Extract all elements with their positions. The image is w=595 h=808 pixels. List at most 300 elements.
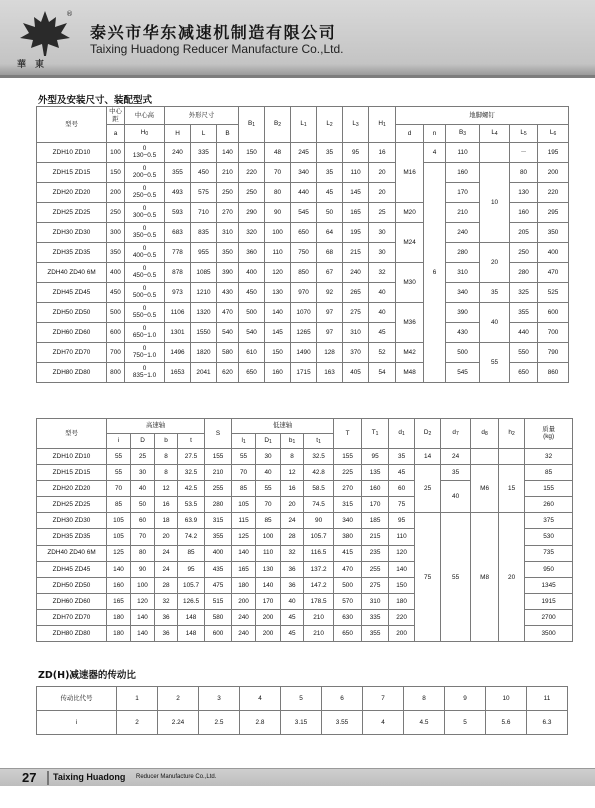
cell-L6: 790 bbox=[538, 343, 569, 363]
footer-divider bbox=[47, 771, 49, 785]
cell-model: ZDH70 ZD70 bbox=[37, 343, 107, 363]
col-L5: $L_5$ bbox=[510, 125, 538, 143]
col-d8: $d_8$ bbox=[471, 419, 499, 449]
ratio-value-row bbox=[37, 711, 568, 735]
cell-b: 24 bbox=[155, 561, 178, 577]
ratio-value-cell: 3.15 bbox=[281, 711, 322, 735]
cell-L2: 50 bbox=[317, 203, 343, 223]
cell-i: 105 bbox=[107, 529, 131, 545]
cell-b: 20 bbox=[155, 529, 178, 545]
cell-D: 25 bbox=[131, 449, 155, 465]
col-H0: $H_0$ bbox=[125, 125, 165, 143]
cell-L4: 35 bbox=[480, 283, 510, 303]
cell-L: 1210 bbox=[191, 283, 217, 303]
cell-b1: 24 bbox=[281, 513, 304, 529]
ratio-value-cell: 3.55 bbox=[322, 711, 363, 735]
cell-t1: 58.5 bbox=[304, 481, 334, 497]
cell-mass: 260 bbox=[525, 497, 573, 513]
cell-H: 1653 bbox=[165, 363, 191, 383]
cell-B1: 150 bbox=[239, 143, 265, 163]
cell-b1: 16 bbox=[281, 481, 304, 497]
page-footer bbox=[0, 768, 595, 786]
cell-L5: 325 bbox=[510, 283, 538, 303]
cell-H0-value: 450−0.5 bbox=[132, 271, 157, 279]
cell-t: 105.7 bbox=[178, 577, 205, 593]
ratio-code-row bbox=[37, 687, 568, 711]
cell-L6: 195 bbox=[538, 143, 569, 163]
cell-d: M16 bbox=[396, 143, 424, 203]
cell-B1: 290 bbox=[239, 203, 265, 223]
cell-L1: 1490 bbox=[291, 343, 317, 363]
cell-H1: 32 bbox=[369, 263, 396, 283]
cell-b: 8 bbox=[155, 465, 178, 481]
col-center-distance: 中心距 bbox=[107, 107, 125, 125]
dimensions-table-body bbox=[37, 143, 569, 383]
cell-model: ZDH35 ZD35 bbox=[37, 243, 107, 263]
cell-D1: 200 bbox=[256, 626, 281, 642]
cell-l1: 180 bbox=[232, 577, 256, 593]
cell-H0-upper: 0 bbox=[142, 244, 147, 252]
cell-b1: 8 bbox=[281, 449, 304, 465]
cell-L3: 370 bbox=[343, 343, 369, 363]
cell-m: ZDH50 ZD50 bbox=[37, 577, 107, 593]
cell-d8: M6 bbox=[471, 465, 499, 513]
cell-b: 24 bbox=[155, 545, 178, 561]
col-B2: $B_2$ bbox=[265, 107, 291, 143]
col-b: b bbox=[155, 434, 178, 449]
cell-L5: 160 bbox=[510, 203, 538, 223]
cell-mass: 32 bbox=[525, 449, 573, 465]
ratio-value-cell: 2.8 bbox=[240, 711, 281, 735]
cell-T1: 255 bbox=[362, 561, 389, 577]
cell-L1: 750 bbox=[291, 243, 317, 263]
cell-H: 778 bbox=[165, 243, 191, 263]
cell-i: 85 bbox=[107, 497, 131, 513]
cell-H0 bbox=[125, 363, 165, 383]
cell-t: 85 bbox=[178, 545, 205, 561]
cell-D2: 14 bbox=[415, 449, 441, 465]
cell-H0 bbox=[125, 283, 165, 303]
cell-D: 100 bbox=[131, 577, 155, 593]
cell-l1: 240 bbox=[232, 609, 256, 625]
cell-H: 1496 bbox=[165, 343, 191, 363]
cell-H1: 20 bbox=[369, 163, 396, 183]
cell-H0-value: 835−1.0 bbox=[132, 371, 157, 379]
cell-model: ZDH25 ZD25 bbox=[37, 203, 107, 223]
cell-b1: 32 bbox=[281, 545, 304, 561]
cell-H1: 40 bbox=[369, 283, 396, 303]
cell-L2: 97 bbox=[317, 303, 343, 323]
cell-B1: 400 bbox=[239, 263, 265, 283]
cell-B1: 450 bbox=[239, 283, 265, 303]
cell-T: 270 bbox=[334, 481, 362, 497]
cell-L1: 440 bbox=[291, 183, 317, 203]
cell-L5: 440 bbox=[510, 323, 538, 343]
cell-L: 1550 bbox=[191, 323, 217, 343]
cell-L6: 295 bbox=[538, 203, 569, 223]
cell-m: ZDH40 ZD40 6M bbox=[37, 545, 107, 561]
cell-model: ZDH20 ZD20 bbox=[37, 183, 107, 203]
cell-L6: 600 bbox=[538, 303, 569, 323]
cell-B2: 120 bbox=[265, 263, 291, 283]
cell-B: 140 bbox=[217, 143, 239, 163]
cell-d1: 200 bbox=[389, 626, 415, 642]
registered-mark: ® bbox=[66, 10, 73, 18]
col-t: t bbox=[178, 434, 205, 449]
cell-L1: 650 bbox=[291, 223, 317, 243]
cell-S: 580 bbox=[205, 609, 232, 625]
logo-characters: 華東 bbox=[17, 60, 54, 70]
cell-H0-upper: 0 bbox=[142, 144, 147, 152]
cell-d: M42 bbox=[396, 343, 424, 363]
cell-i: 165 bbox=[107, 593, 131, 609]
cell-i: 55 bbox=[107, 449, 131, 465]
cell-D: 40 bbox=[131, 481, 155, 497]
col-a: a bbox=[107, 125, 125, 143]
cell-L6: 350 bbox=[538, 223, 569, 243]
cell-L1: 1715 bbox=[291, 363, 317, 383]
cell-d7: 40 bbox=[441, 481, 471, 513]
cell-i: 180 bbox=[107, 626, 131, 642]
cell-D: 90 bbox=[131, 561, 155, 577]
col-outer-dimensions: 外形尺寸 bbox=[165, 107, 239, 125]
company-name: 泰兴市华东减速机制造有限公司 bbox=[90, 23, 337, 42]
cell-D: 30 bbox=[131, 465, 155, 481]
cell-a: 600 bbox=[107, 323, 125, 343]
cell-H0 bbox=[125, 243, 165, 263]
cell-h2 bbox=[499, 449, 525, 465]
table-row bbox=[37, 449, 573, 465]
cell-D1: 30 bbox=[256, 449, 281, 465]
col-L3: $L_3$ bbox=[343, 107, 369, 143]
cell-S: 435 bbox=[205, 561, 232, 577]
cell-H0-value: 650−1.0 bbox=[132, 331, 157, 339]
cell-d: M36 bbox=[396, 303, 424, 343]
cell-L2: 128 bbox=[317, 343, 343, 363]
cell-l1: 70 bbox=[232, 465, 256, 481]
cell-L1: 970 bbox=[291, 283, 317, 303]
cell-L3: 265 bbox=[343, 283, 369, 303]
cell-D: 140 bbox=[131, 626, 155, 642]
col-anchor-bolt: 地脚螺钉 bbox=[396, 107, 569, 125]
shaft-dimensions-table bbox=[36, 418, 573, 642]
cell-B3: 110 bbox=[446, 143, 480, 163]
cell-D1: 140 bbox=[256, 577, 281, 593]
cell-mass: 1345 bbox=[525, 577, 573, 593]
cell-L1: 1265 bbox=[291, 323, 317, 343]
section-title-dimensions: 外型及安装尺寸、装配型式 bbox=[38, 95, 153, 106]
cell-B2: 145 bbox=[265, 323, 291, 343]
cell-d1: 45 bbox=[389, 465, 415, 481]
cell-S: 315 bbox=[205, 513, 232, 529]
cell-L4: 20 bbox=[480, 243, 510, 283]
cell-H: 240 bbox=[165, 143, 191, 163]
cell-L1: 340 bbox=[291, 163, 317, 183]
cell-t: 32.5 bbox=[178, 465, 205, 481]
cell-H: 493 bbox=[165, 183, 191, 203]
cell-l1: 165 bbox=[232, 561, 256, 577]
cell-H0 bbox=[125, 343, 165, 363]
cell-l1: 115 bbox=[232, 513, 256, 529]
cell-H0-value: 750−1.0 bbox=[132, 351, 157, 359]
cell-B3: 310 bbox=[446, 263, 480, 283]
cell-a: 300 bbox=[107, 223, 125, 243]
col-d7: $d_7$ bbox=[441, 419, 471, 449]
cell-D1: 130 bbox=[256, 561, 281, 577]
cell-B: 250 bbox=[217, 183, 239, 203]
cell-d8: M8 bbox=[471, 513, 499, 642]
cell-model: ZDH15 ZD15 bbox=[37, 163, 107, 183]
cell-d: M24 bbox=[396, 223, 424, 263]
cell-B: 310 bbox=[217, 223, 239, 243]
cell-L5: 80 bbox=[510, 163, 538, 183]
cell-model: ZDH10 ZD10 bbox=[37, 143, 107, 163]
cell-t: 42.5 bbox=[178, 481, 205, 497]
cell-L2: 45 bbox=[317, 183, 343, 203]
cell-b: 8 bbox=[155, 449, 178, 465]
cell-L2: 92 bbox=[317, 283, 343, 303]
cell-T: 570 bbox=[334, 593, 362, 609]
col-low-speed-shaft: 低速轴 bbox=[232, 419, 334, 434]
cell-i: 180 bbox=[107, 609, 131, 625]
cell-L3: 215 bbox=[343, 243, 369, 263]
cell-b1: 28 bbox=[281, 529, 304, 545]
cell-H: 355 bbox=[165, 163, 191, 183]
cell-D2: 75 bbox=[415, 513, 441, 642]
cell-L6: 525 bbox=[538, 283, 569, 303]
cell-d7: 35 bbox=[441, 465, 471, 481]
ratio-code-cell: 6 bbox=[322, 687, 363, 711]
cell-H0 bbox=[125, 223, 165, 243]
cell-L5: 280 bbox=[510, 263, 538, 283]
cell-i: 125 bbox=[107, 545, 131, 561]
cell-d1: 60 bbox=[389, 481, 415, 497]
cell-L1: 850 bbox=[291, 263, 317, 283]
cell-B1: 220 bbox=[239, 163, 265, 183]
cell-a: 800 bbox=[107, 363, 125, 383]
col-L1: $L_1$ bbox=[291, 107, 317, 143]
cell-L: 450 bbox=[191, 163, 217, 183]
cell-a: 150 bbox=[107, 163, 125, 183]
cell-model: ZDH30 ZD30 bbox=[37, 223, 107, 243]
cell-H0 bbox=[125, 203, 165, 223]
cell-d8 bbox=[471, 449, 499, 465]
cell-H1: 30 bbox=[369, 243, 396, 263]
cell-H: 683 bbox=[165, 223, 191, 243]
cell-H1: 30 bbox=[369, 223, 396, 243]
col-b1: $b_1$ bbox=[281, 434, 304, 449]
ratio-value-cell: 2 bbox=[117, 711, 158, 735]
cell-L6: 700 bbox=[538, 323, 569, 343]
cell-B2: 80 bbox=[265, 183, 291, 203]
cell-l1: 125 bbox=[232, 529, 256, 545]
cell-H1: 20 bbox=[369, 183, 396, 203]
cell-L3: 110 bbox=[343, 163, 369, 183]
cell-B: 580 bbox=[217, 343, 239, 363]
cell-i: 160 bbox=[107, 577, 131, 593]
cell-S: 515 bbox=[205, 593, 232, 609]
ratio-code-cell: 10 bbox=[486, 687, 527, 711]
cell-L3: 95 bbox=[343, 143, 369, 163]
cell-T: 470 bbox=[334, 561, 362, 577]
cell-t1: 90 bbox=[304, 513, 334, 529]
cell-L4: 40 bbox=[480, 303, 510, 343]
company-english-name: Taixing Huadong Reducer Manufacture Co.,Ltd. bbox=[90, 42, 344, 56]
col-L: L bbox=[191, 125, 217, 143]
ratio-value-cell: 2.24 bbox=[158, 711, 199, 735]
cell-T: 630 bbox=[334, 609, 362, 625]
col-l1: $l_1$ bbox=[232, 434, 256, 449]
cell-T: 225 bbox=[334, 465, 362, 481]
ratio-i-label: i bbox=[37, 711, 117, 735]
cell-a: 500 bbox=[107, 303, 125, 323]
table-row bbox=[37, 243, 569, 263]
cell-B1: 320 bbox=[239, 223, 265, 243]
cell-B: 210 bbox=[217, 163, 239, 183]
ratio-value-cell: 2.5 bbox=[199, 711, 240, 735]
cell-a: 700 bbox=[107, 343, 125, 363]
cell-B2: 160 bbox=[265, 363, 291, 383]
cell-t1: 137.2 bbox=[304, 561, 334, 577]
cell-D1: 200 bbox=[256, 609, 281, 625]
cell-D1: 40 bbox=[256, 465, 281, 481]
cell-l1: 140 bbox=[232, 545, 256, 561]
cell-m: ZDH70 ZD70 bbox=[37, 609, 107, 625]
col-model: 型号 bbox=[37, 419, 107, 449]
company-logo bbox=[12, 8, 78, 72]
cell-b1: 40 bbox=[281, 593, 304, 609]
cell-l1: 105 bbox=[232, 497, 256, 513]
cell-i: 105 bbox=[107, 513, 131, 529]
cell-L2: 64 bbox=[317, 223, 343, 243]
cell-l1: 85 bbox=[232, 481, 256, 497]
cell-B2: 70 bbox=[265, 163, 291, 183]
col-L4: $L_4$ bbox=[480, 125, 510, 143]
cell-S: 400 bbox=[205, 545, 232, 561]
cell-m: ZDH15 ZD15 bbox=[37, 465, 107, 481]
cell-L4: 10 bbox=[480, 163, 510, 243]
section-title-ratios: ZD(H)减速器的传动比 bbox=[38, 670, 136, 681]
cell-B: 470 bbox=[217, 303, 239, 323]
cell-S: 210 bbox=[205, 465, 232, 481]
col-d1: $d_1$ bbox=[389, 419, 415, 449]
cell-T1: 160 bbox=[362, 481, 389, 497]
cell-L1: 1070 bbox=[291, 303, 317, 323]
cell-H0-value: 550−0.5 bbox=[132, 311, 157, 319]
cell-T1: 275 bbox=[362, 577, 389, 593]
ratio-code-cell: 8 bbox=[404, 687, 445, 711]
cell-L3: 145 bbox=[343, 183, 369, 203]
cell-B: 390 bbox=[217, 263, 239, 283]
cell-D1: 100 bbox=[256, 529, 281, 545]
cell-B3: 240 bbox=[446, 223, 480, 243]
col-T1: $T_1$ bbox=[362, 419, 389, 449]
cell-T: 380 bbox=[334, 529, 362, 545]
ratio-code-cell: 4 bbox=[240, 687, 281, 711]
cell-L: 1320 bbox=[191, 303, 217, 323]
cell-T: 340 bbox=[334, 513, 362, 529]
col-mass: 质量 (kg) bbox=[525, 419, 573, 449]
cell-H0-upper: 0 bbox=[142, 264, 147, 272]
page-number: 27 bbox=[22, 770, 37, 785]
ratio-value-cell: 5.6 bbox=[486, 711, 527, 735]
cell-t1: 105.7 bbox=[304, 529, 334, 545]
cell-T: 315 bbox=[334, 497, 362, 513]
cell-H: 1106 bbox=[165, 303, 191, 323]
col-n: n bbox=[424, 125, 446, 143]
cell-H1: 54 bbox=[369, 363, 396, 383]
ratio-table bbox=[36, 686, 568, 735]
cell-L: 1820 bbox=[191, 343, 217, 363]
ratio-code-cell: 5 bbox=[281, 687, 322, 711]
cell-D1: 55 bbox=[256, 481, 281, 497]
cell-t: 148 bbox=[178, 609, 205, 625]
cell-L2: 35 bbox=[317, 163, 343, 183]
cell-L6: 400 bbox=[538, 243, 569, 263]
cell-B1: 250 bbox=[239, 183, 265, 203]
cell-L3: 310 bbox=[343, 323, 369, 343]
cell-a: 350 bbox=[107, 243, 125, 263]
cell-T1: 135 bbox=[362, 465, 389, 481]
ratio-code-cell: 1 bbox=[117, 687, 158, 711]
cell-L2: 97 bbox=[317, 323, 343, 343]
cell-T1: 335 bbox=[362, 609, 389, 625]
cell-L3: 165 bbox=[343, 203, 369, 223]
cell-model: ZDH40 ZD40 6M bbox=[37, 263, 107, 283]
col-H: H bbox=[165, 125, 191, 143]
cell-H1: 25 bbox=[369, 203, 396, 223]
cell-B2: 90 bbox=[265, 203, 291, 223]
cell-S: 475 bbox=[205, 577, 232, 593]
cell-h2: 20 bbox=[499, 513, 525, 642]
col-high-speed-shaft: 高速轴 bbox=[107, 419, 205, 434]
cell-T: 415 bbox=[334, 545, 362, 561]
cell-T1: 185 bbox=[362, 513, 389, 529]
cell-T: 500 bbox=[334, 577, 362, 593]
cell-H: 1301 bbox=[165, 323, 191, 343]
cell-m: ZDH30 ZD30 bbox=[37, 513, 107, 529]
cell-B: 270 bbox=[217, 203, 239, 223]
cell-b1: 36 bbox=[281, 577, 304, 593]
cell-T1: 355 bbox=[362, 626, 389, 642]
col-t1: $t_1$ bbox=[304, 434, 334, 449]
cell-H0-upper: 0 bbox=[142, 304, 147, 312]
cell-S: 155 bbox=[205, 449, 232, 465]
cell-L5: 650 bbox=[510, 363, 538, 383]
cell-B2: 150 bbox=[265, 343, 291, 363]
ratio-code-cell: 2 bbox=[158, 687, 199, 711]
cell-B3: 545 bbox=[446, 363, 480, 383]
cell-D: 140 bbox=[131, 609, 155, 625]
cell-H0-upper: 0 bbox=[142, 224, 147, 232]
cell-b1: 36 bbox=[281, 561, 304, 577]
cell-L: 835 bbox=[191, 223, 217, 243]
cell-b1: 45 bbox=[281, 626, 304, 642]
cell-b: 16 bbox=[155, 497, 178, 513]
cell-t: 148 bbox=[178, 626, 205, 642]
cell-H0-value: 130−0.5 bbox=[132, 151, 157, 159]
cell-L6: 220 bbox=[538, 183, 569, 203]
cell-D1: 170 bbox=[256, 593, 281, 609]
cell-L6: 470 bbox=[538, 263, 569, 283]
cell-t: 63.9 bbox=[178, 513, 205, 529]
cell-H1: 45 bbox=[369, 323, 396, 343]
cell-T1: 215 bbox=[362, 529, 389, 545]
cell-B: 350 bbox=[217, 243, 239, 263]
cell-mass: 735 bbox=[525, 545, 573, 561]
cell-model: ZDH50 ZD50 bbox=[37, 303, 107, 323]
cell-H1: 16 bbox=[369, 143, 396, 163]
